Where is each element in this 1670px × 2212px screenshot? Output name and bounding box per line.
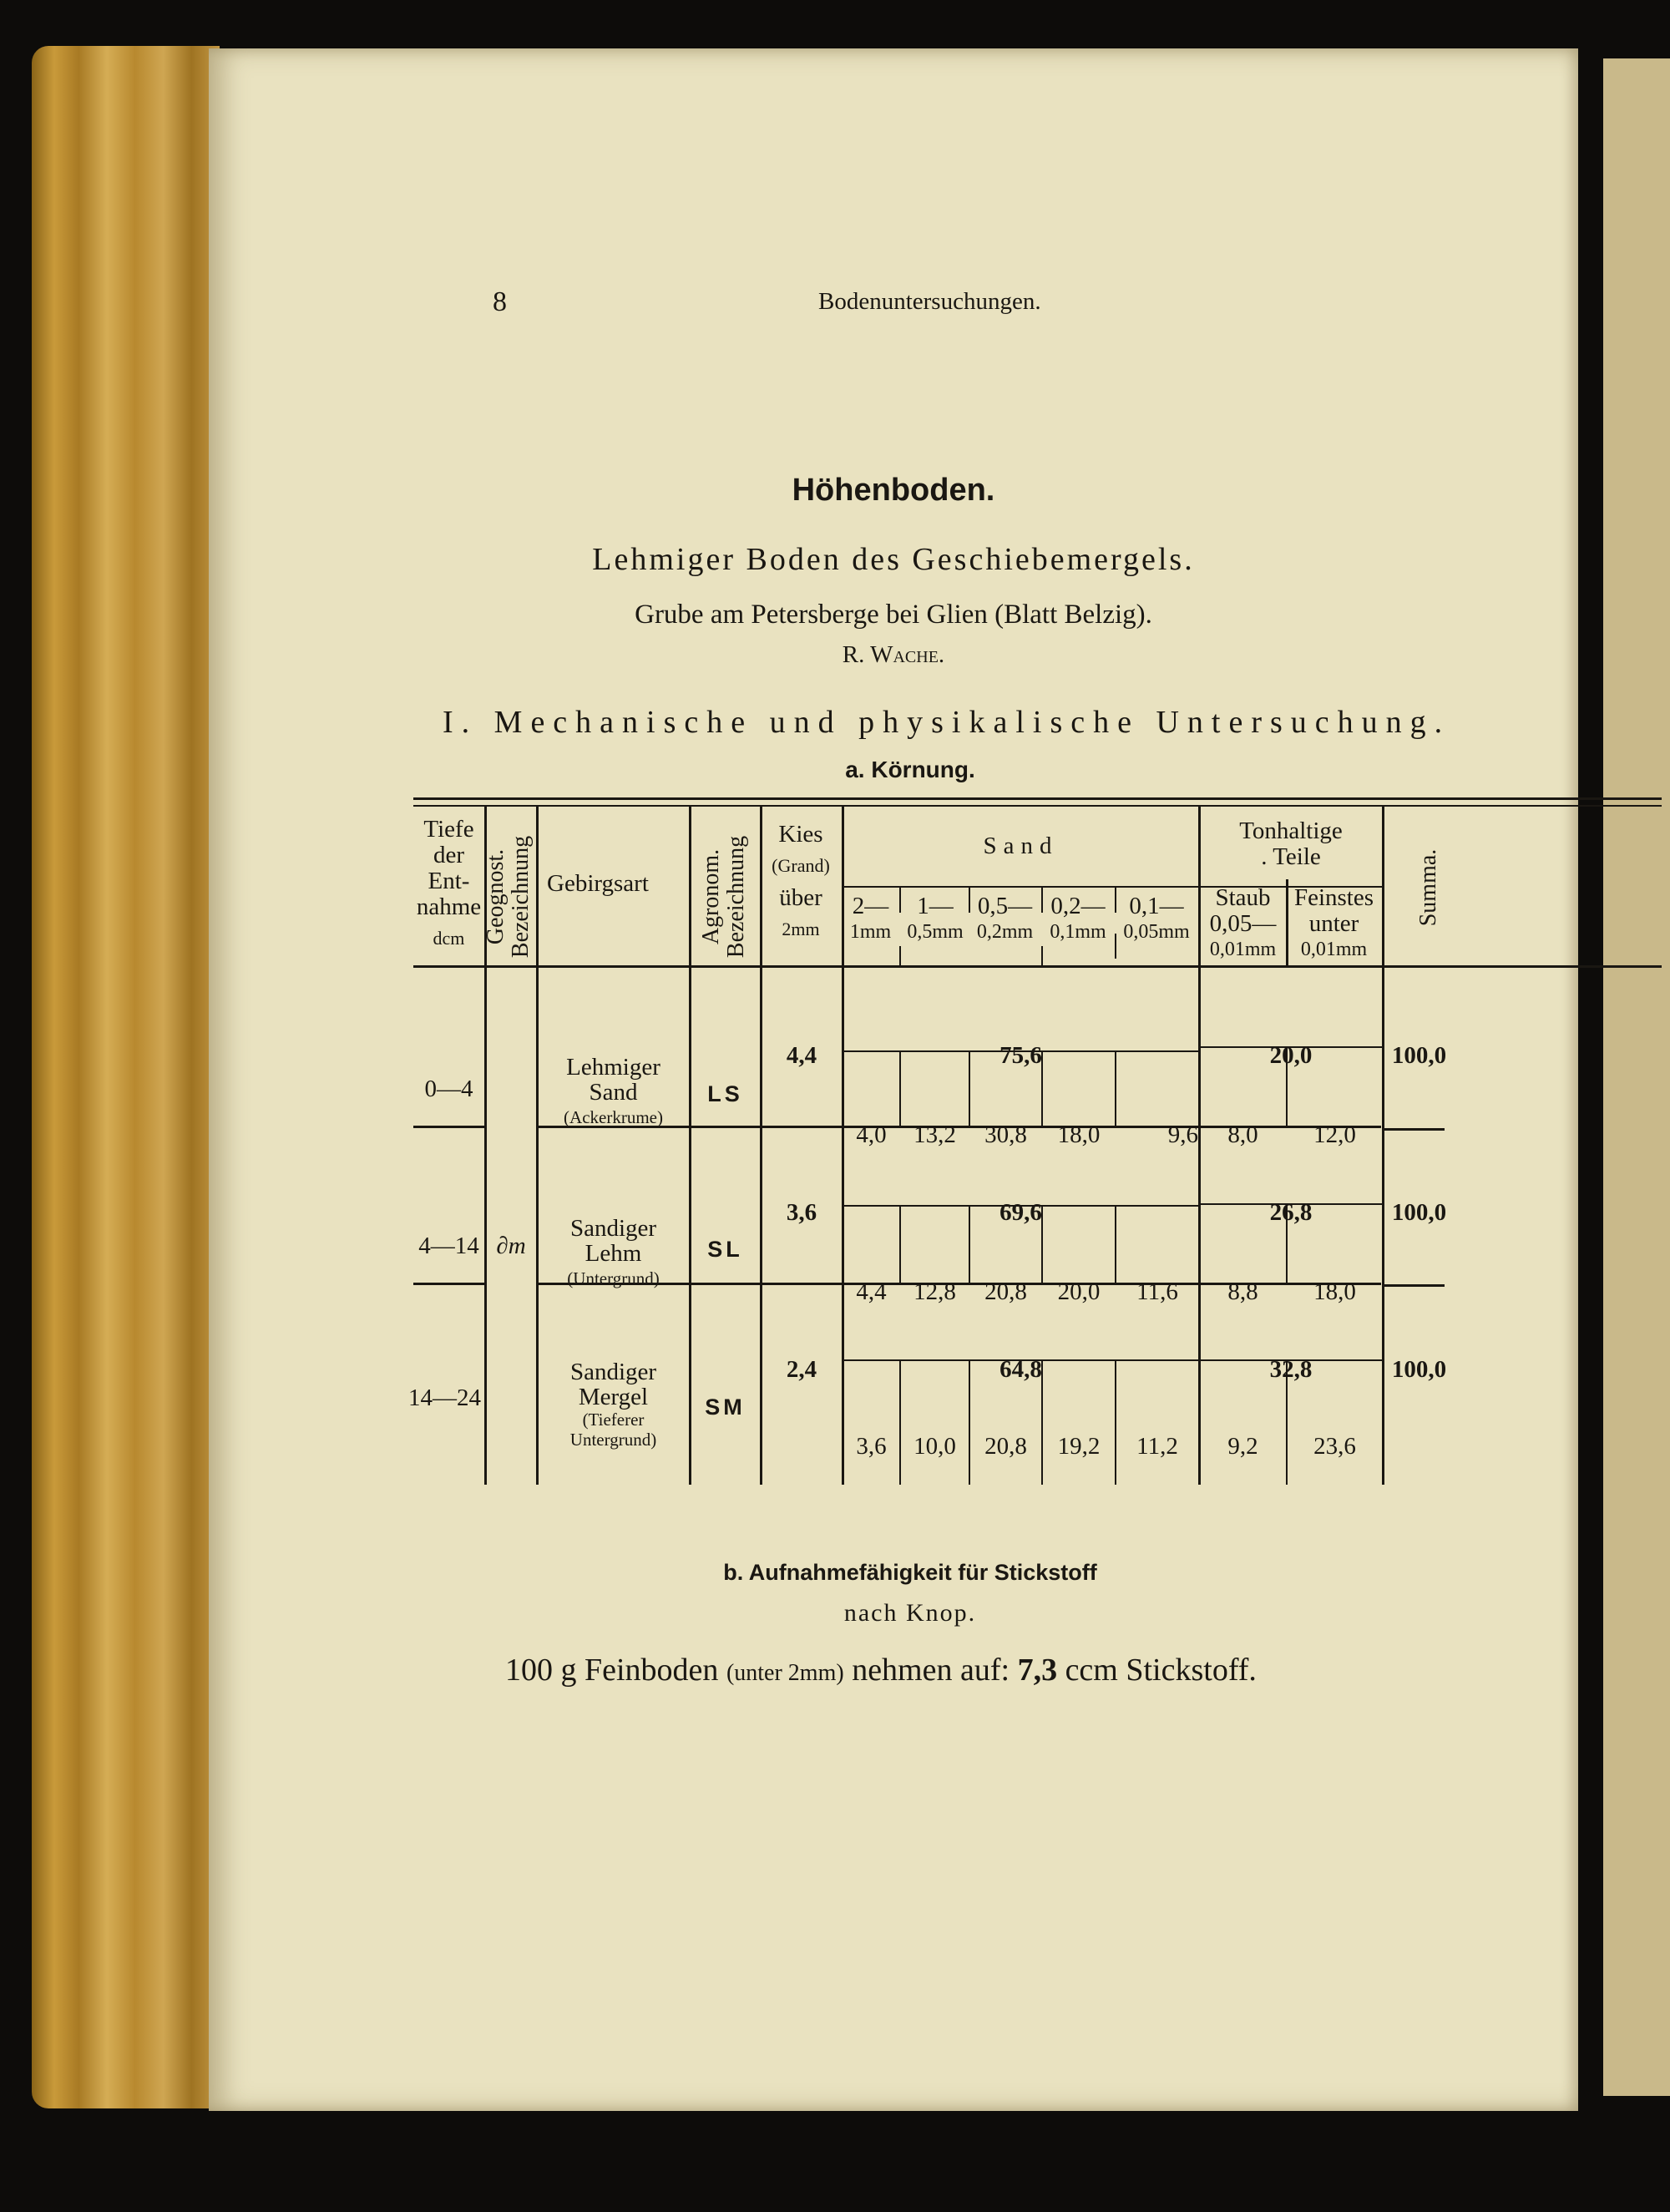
header-sand-col-4: 0,2— 0,1mm [1050, 893, 1106, 943]
header-ton: Tonhaltige . Teile [1239, 817, 1343, 870]
cell-sand-5: 9,6 [1167, 1121, 1198, 1148]
nitrogen-sentence: 100 g Feinboden (unter 2mm) nehmen auf: 7,3 ccm Stickstoff. [505, 1653, 1257, 1688]
header-sand-col-5: 0,1— 0,05mm [1123, 893, 1190, 943]
cell-ton-2: 23,6 [1313, 1433, 1356, 1460]
cell-sand-total: 69,6 [999, 1199, 1042, 1226]
cell-ton-total: 26,8 [1269, 1199, 1313, 1226]
cell-ton-1: 8,0 [1227, 1121, 1258, 1148]
cell-ton-1: 8,8 [1227, 1278, 1258, 1305]
header-kies: Kies (Grand) über 2mm [772, 821, 830, 939]
cell-sand-1: 3,6 [856, 1433, 887, 1460]
cell-tiefe: 4—14 [418, 1233, 479, 1259]
running-title: Bodenuntersuchungen. [818, 288, 1041, 315]
cell-gebirgsart: Sandiger Mergel (Tieferer Untergrund) [569, 1359, 657, 1450]
section-1-heading: I. Mechanische und physikalische Untersuchung. [443, 705, 1451, 740]
cell-sand-5: 11,2 [1136, 1433, 1178, 1460]
header-ton-feinstes: Feinstes unter 0,01mm [1293, 884, 1374, 960]
cell-sand-total: 75,6 [999, 1042, 1042, 1069]
cell-sand-3: 30,8 [984, 1121, 1027, 1148]
cell-gebirgsart: Sandiger Lehm (Untergrund) [567, 1215, 660, 1288]
subtitle: Lehmiger Boden des Geschiebemergels. [592, 542, 1195, 577]
author-line: R. Wache. [842, 641, 945, 668]
header-sand-col-2: 1— 0,5mm [907, 893, 964, 943]
section-b-heading: b. Aufnahmefähigkeit für Stickstoff [723, 1560, 1097, 1585]
location-line: Grube am Petersberge bei Glien (Blatt Belzig). [635, 600, 1152, 630]
book-page [209, 48, 1578, 2111]
cell-sand-2: 13,2 [913, 1121, 956, 1148]
cell-sand-1: 4,4 [856, 1278, 887, 1305]
page-number: 8 [493, 286, 507, 317]
geognost-value: ∂m [496, 1233, 526, 1259]
facing-page-edge [1603, 58, 1670, 2096]
book-page-edges [32, 46, 220, 2108]
header-geognost: Geognost. Bezeichnung [483, 835, 534, 959]
cell-tiefe: 0—4 [424, 1076, 473, 1102]
cell-kies: 3,6 [786, 1199, 817, 1226]
cell-ton-2: 12,0 [1313, 1121, 1356, 1148]
cell-sand-3: 20,8 [984, 1278, 1027, 1305]
cell-ton-total: 32,8 [1269, 1356, 1313, 1383]
cell-sand-4: 20,0 [1057, 1278, 1101, 1305]
section-a-heading: a. Körnung. [845, 757, 975, 782]
header-summa: Summa. [1415, 848, 1441, 927]
cell-sand-2: 12,8 [913, 1278, 956, 1305]
cell-sand-4: 18,0 [1057, 1121, 1101, 1148]
cell-sand-2: 10,0 [913, 1433, 956, 1460]
header-sand: Sand [983, 833, 1059, 859]
header-sand-col-1: 2— 1mm [849, 893, 892, 943]
header-gebirgsart: Gebirgsart [547, 870, 649, 897]
cell-gebirgsart: Lehmiger Sand (Ackerkrume) [564, 1054, 663, 1127]
header-sand-col-3: 0,5— 0,2mm [976, 893, 1034, 943]
main-title: Höhenboden. [792, 473, 995, 508]
cell-ton-total: 20,0 [1269, 1042, 1313, 1069]
cell-agronom: LS [707, 1081, 743, 1106]
cell-agronom: SL [707, 1237, 743, 1262]
cell-summa: 100,0 [1391, 1042, 1447, 1069]
cell-ton-2: 18,0 [1313, 1278, 1356, 1305]
cell-kies: 2,4 [786, 1356, 817, 1383]
header-agronom: Agronom. Bezeichnung [698, 835, 749, 959]
cell-agronom: SM [705, 1395, 746, 1420]
cell-ton-1: 9,2 [1227, 1433, 1258, 1460]
cell-sand-4: 19,2 [1057, 1433, 1101, 1460]
cell-tiefe: 14—24 [408, 1384, 481, 1411]
cell-kies: 4,4 [786, 1042, 817, 1069]
header-tiefe: Tiefe der Ent- nahme dcm [416, 816, 482, 949]
cell-summa: 100,0 [1391, 1199, 1447, 1226]
section-b-sub: nach Knop. [843, 1599, 977, 1627]
cell-sand-total: 64,8 [999, 1356, 1042, 1383]
cell-summa: 100,0 [1391, 1356, 1447, 1383]
cell-sand-5: 11,6 [1136, 1278, 1178, 1305]
cell-sand-3: 20,8 [984, 1433, 1027, 1460]
header-ton-staub: Staub 0,05— 0,01mm [1209, 884, 1277, 960]
cell-sand-1: 4,0 [856, 1121, 887, 1148]
